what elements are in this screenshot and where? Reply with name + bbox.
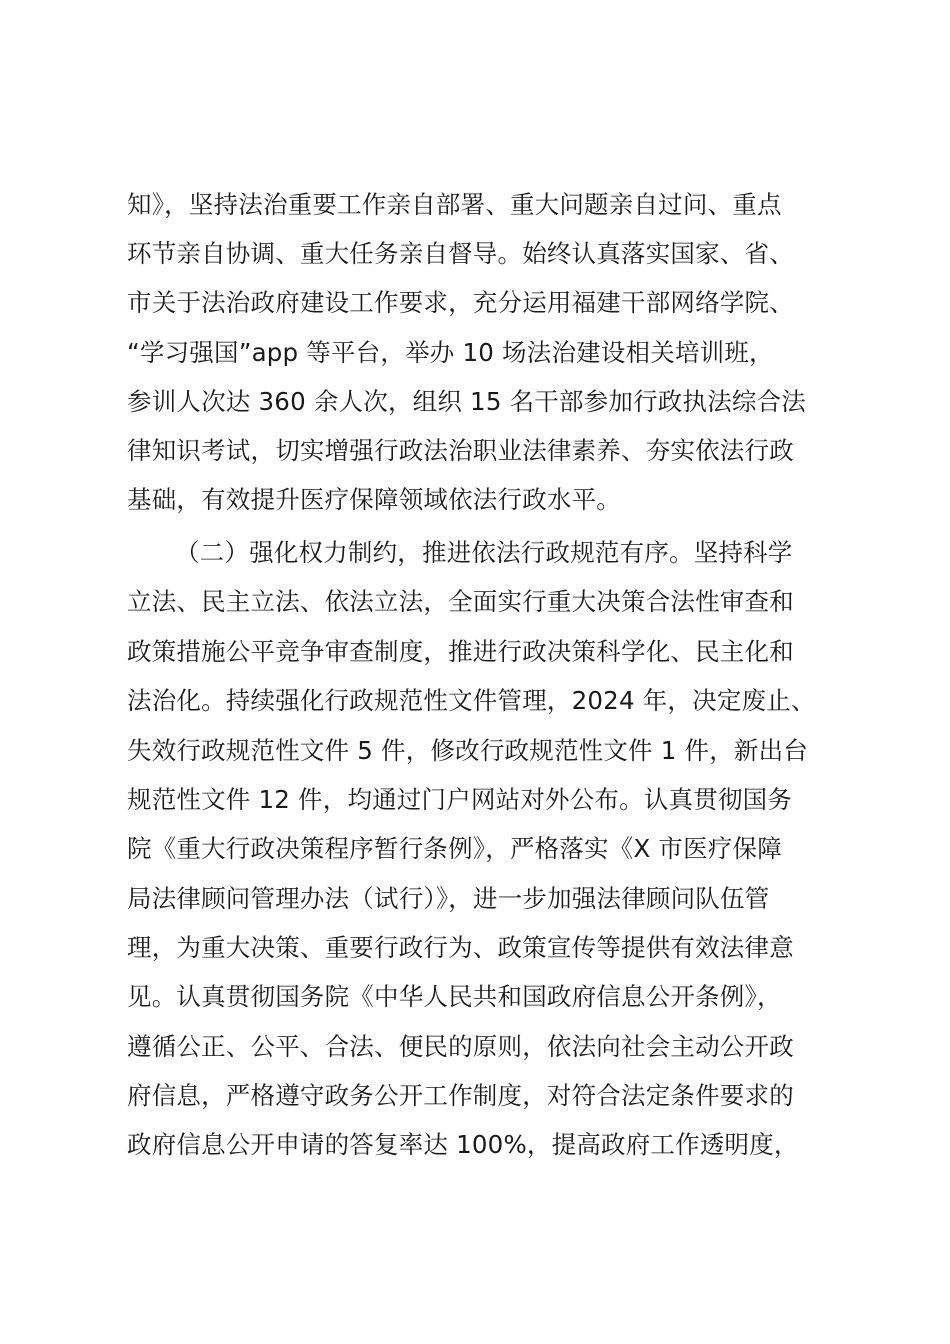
- paragraph-2-line-13: 政府信息公开申请的答复率达 100%，提高政府工作透明度，: [127, 1130, 799, 1159]
- paragraph-2-line-2: 立法、民主立法、依法立法，全面实行重大决策合法性审查和: [127, 587, 794, 616]
- paragraph-1-line-1: 知》，坚持法治重要工作亲自部署、重大问题亲自过问、重点: [127, 190, 782, 219]
- paragraph-1-line-4: “学习强国”app 等平台，举办 10 场法治建设相关培训班，: [127, 338, 774, 367]
- paragraph-1-line-5: 参训人次达 360 余人次，组织 15 名干部参加行政执法综合法: [127, 387, 806, 416]
- paragraph-1-line-6: 律知识考试，切实增强行政法治职业法律素养、夯实依法行政: [127, 436, 794, 465]
- paragraph-2-line-7: 院《重大行政决策程序暂行条例》，严格落实《X 市医疗保障: [127, 834, 782, 863]
- paragraph-2-line-12: 府信息，严格遵守政务公开工作制度，对符合法定条件要求的: [127, 1081, 794, 1110]
- paragraph-2-line-5: 失效行政规范性文件 5 件，修改行政规范性文件 1 件，新出台: [127, 736, 809, 765]
- paragraph-2-line-4: 法治化。持续强化行政规范性文件管理，2024 年，决定废止、: [127, 686, 816, 715]
- paragraph-1-line-7: 基础，有效提升医疗保障领域依法行政水平。: [127, 485, 621, 514]
- paragraph-2-line-10: 见。认真贯彻国务院《中华人民共和国政府信息公开条例》，: [127, 982, 782, 1011]
- paragraph-1-line-3: 市关于法治政府建设工作要求，充分运用福建干部网络学院、: [127, 288, 794, 317]
- paragraph-2-line-11: 遵循公正、公平、合法、便民的原则，依法向社会主动公开政: [127, 1032, 794, 1061]
- paragraph-2-line-9: 理，为重大决策、重要行政行为、政策宣传等提供有效法律意: [127, 933, 794, 962]
- paragraph-2-line-1: （二）强化权力制约，推进依法行政规范有序。坚持科学: [175, 538, 793, 567]
- paragraph-2-line-3: 政策措施公平竞争审查制度，推进行政决策科学化、民主化和: [127, 637, 794, 666]
- paragraph-2-line-8: 局法律顾问管理办法（试行）》，进一步加强法律顾问队伍管: [127, 884, 770, 913]
- paragraph-1-line-2: 环节亲自协调、重大任务亲自督导。始终认真落实国家、省、: [127, 239, 794, 268]
- paragraph-2-line-6: 规范性文件 12 件，均通过门户网站对外公布。认真贯彻国务: [127, 785, 793, 814]
